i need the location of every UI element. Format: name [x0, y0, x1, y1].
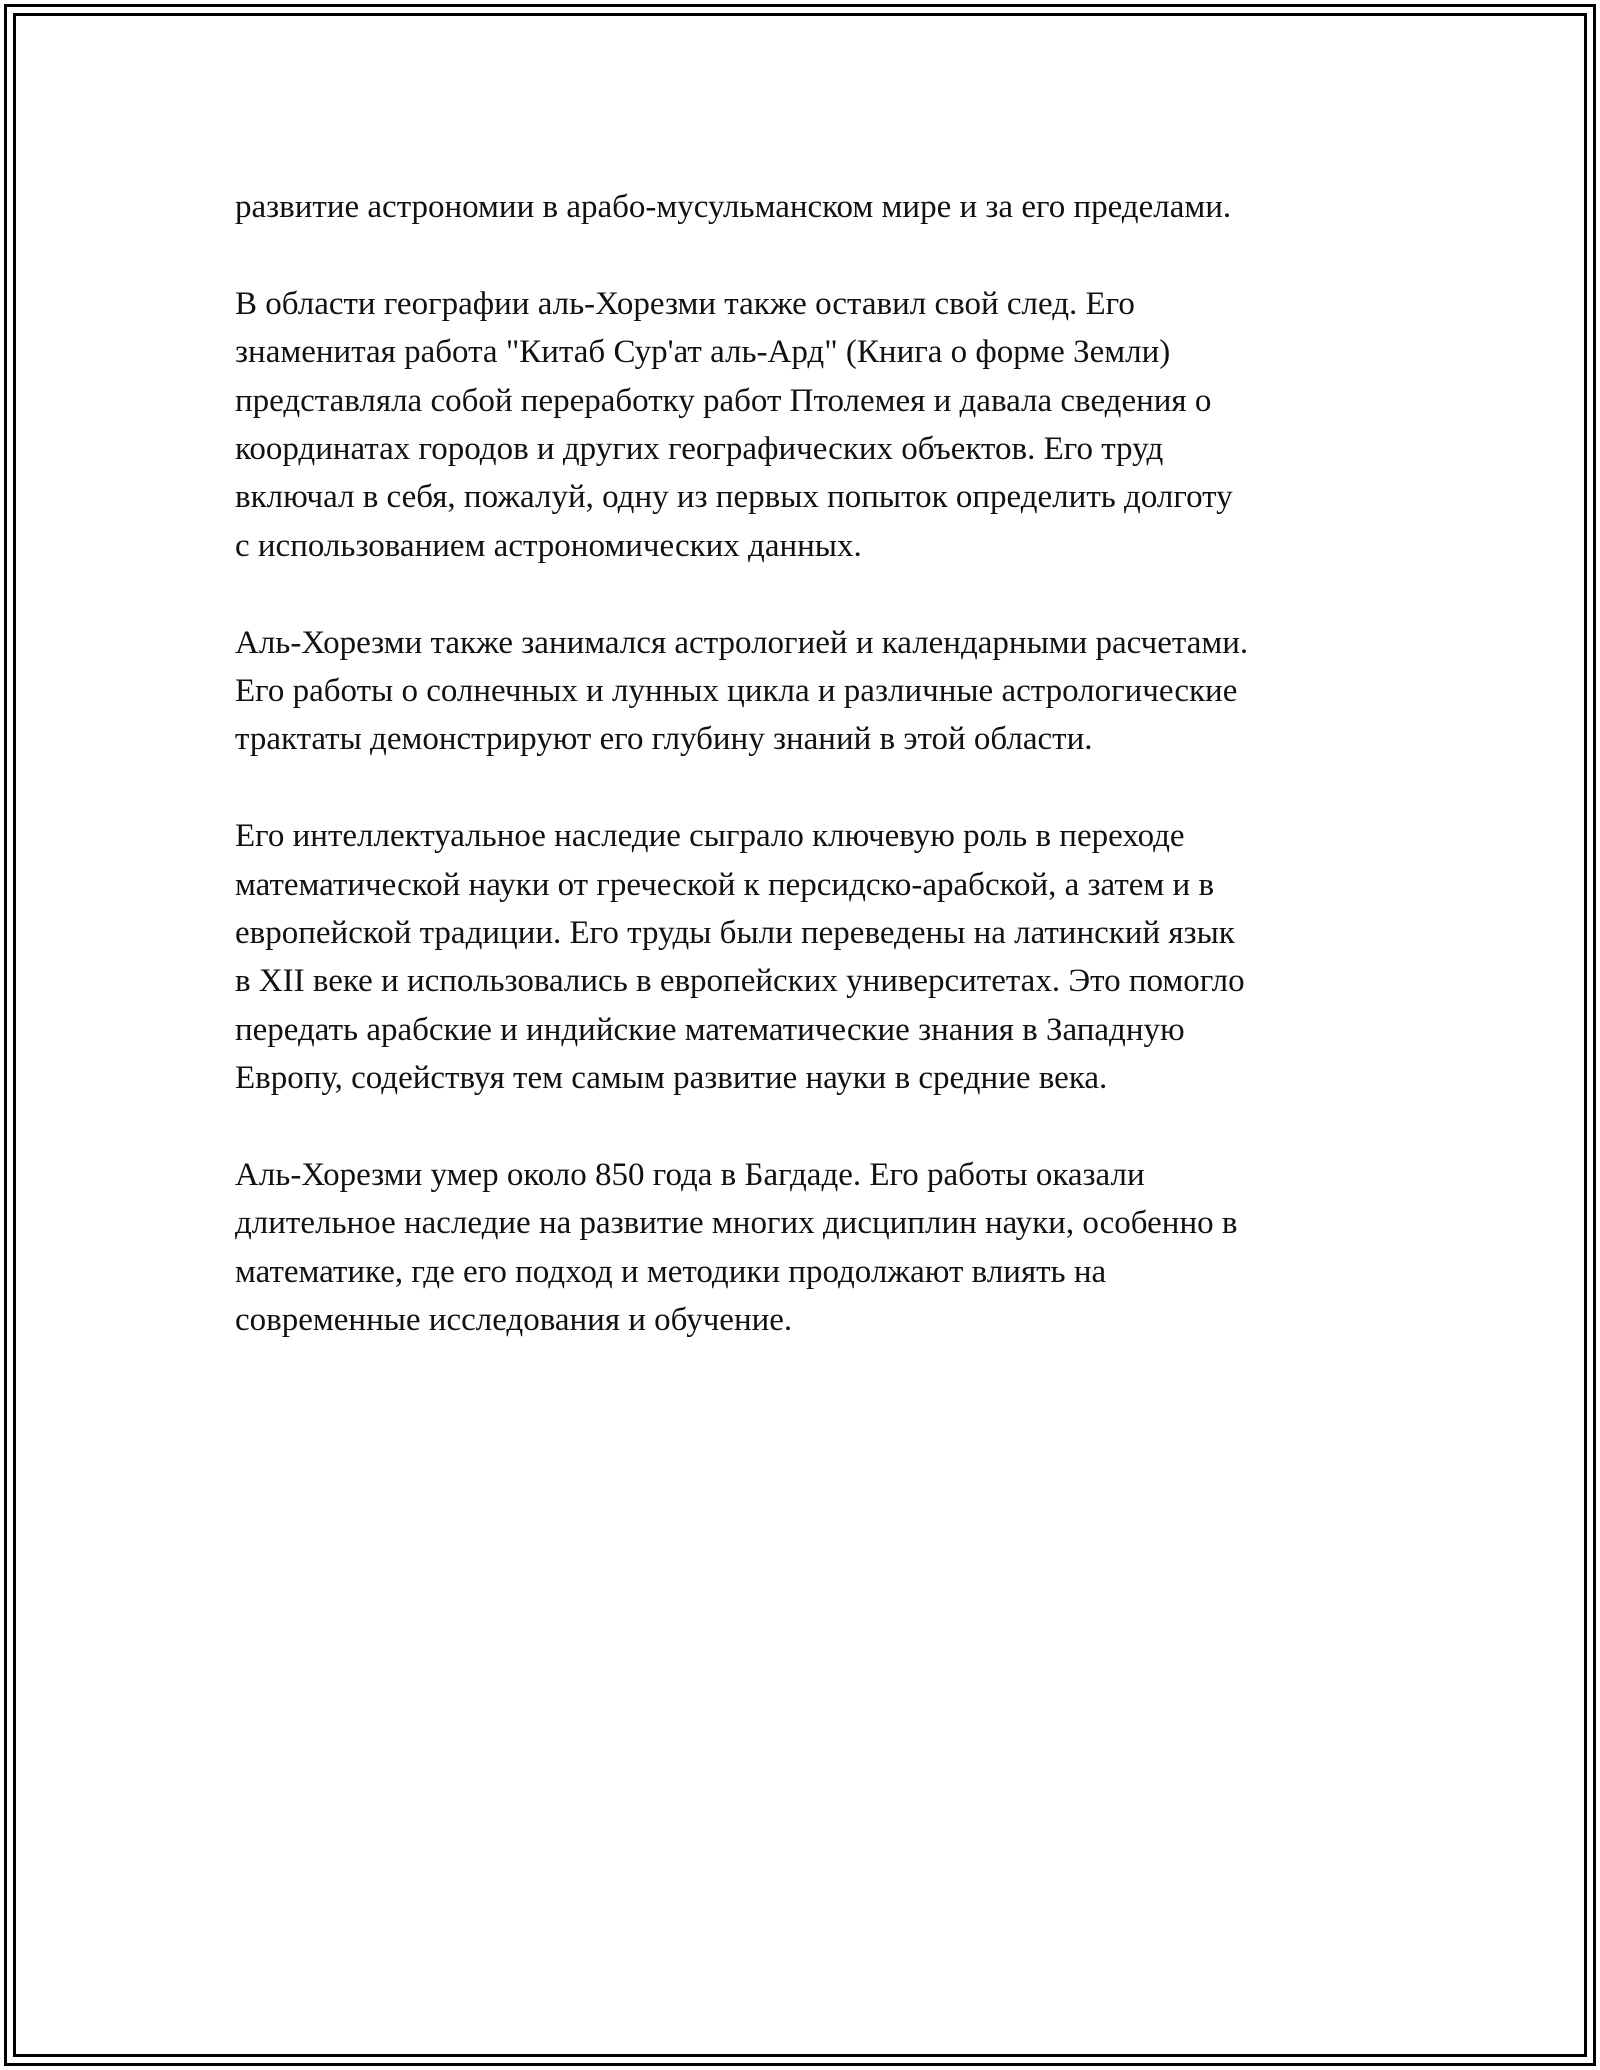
text-line: Его работы о солнечных и лунных цикла и различные астрологические [235, 673, 1238, 710]
text-line: Аль-Хорезми также занимался астрологией и календарными расчетами. [235, 624, 1249, 661]
text-line: трактаты демонстрируют его глубину знаний в этой области. [235, 721, 1093, 758]
text-line: в XII веке и использовались в европейских университетах. Это помогло [235, 963, 1245, 1000]
text-line: современные исследования и обучение. [235, 1302, 793, 1339]
text-line: включал в себя, пожалуй, одну из первых попыток определить долготу [235, 479, 1233, 516]
text-line: длительное наследие на развитие многих дисциплин науки, особенно в [235, 1205, 1238, 1242]
document-body [235, 183, 1435, 1393]
paragraph-2 [235, 280, 1435, 570]
text-line: знаменитая работа "Китаб Сур'ат аль-Ард" (Книга о форме Земли) [235, 334, 1171, 371]
text-line: математической науки от греческой к персидско-арабской, а затем и в [235, 866, 1215, 903]
paragraph-1 [235, 183, 1435, 231]
text-line: развитие астрономии в арабо-мусульманском мире и за его пределами. [235, 189, 1232, 225]
paragraph-4 [235, 812, 1435, 1102]
text-line: В области географии аль-Хорезми также оставил свой след. Его [235, 285, 1135, 322]
text-line: представляла собой переработку работ Птолемея и давала сведения о [235, 382, 1212, 419]
text-line: европейской традиции. Его труды были переведены на латинский язык [235, 915, 1235, 952]
text-line: координатах городов и других географических объектов. Его труд [235, 431, 1164, 468]
text-line: математике, где его подход и методики продолжают влиять на [235, 1253, 1107, 1290]
paragraph-5 [235, 1151, 1435, 1345]
text-line: Европу, содействуя тем самым развитие науки в средние века. [235, 1060, 1108, 1097]
text-line: с использованием астрономических данных. [235, 527, 862, 564]
text-line: передать арабские и индийские математические знания в Западную [235, 1011, 1185, 1048]
paragraph-3 [235, 619, 1435, 764]
text-line: Аль-Хорезми умер около 850 года в Багдаде. Его работы оказали [235, 1157, 1145, 1194]
text-line: Его интеллектуальное наследие сыграло ключевую роль в переходе [235, 818, 1185, 855]
